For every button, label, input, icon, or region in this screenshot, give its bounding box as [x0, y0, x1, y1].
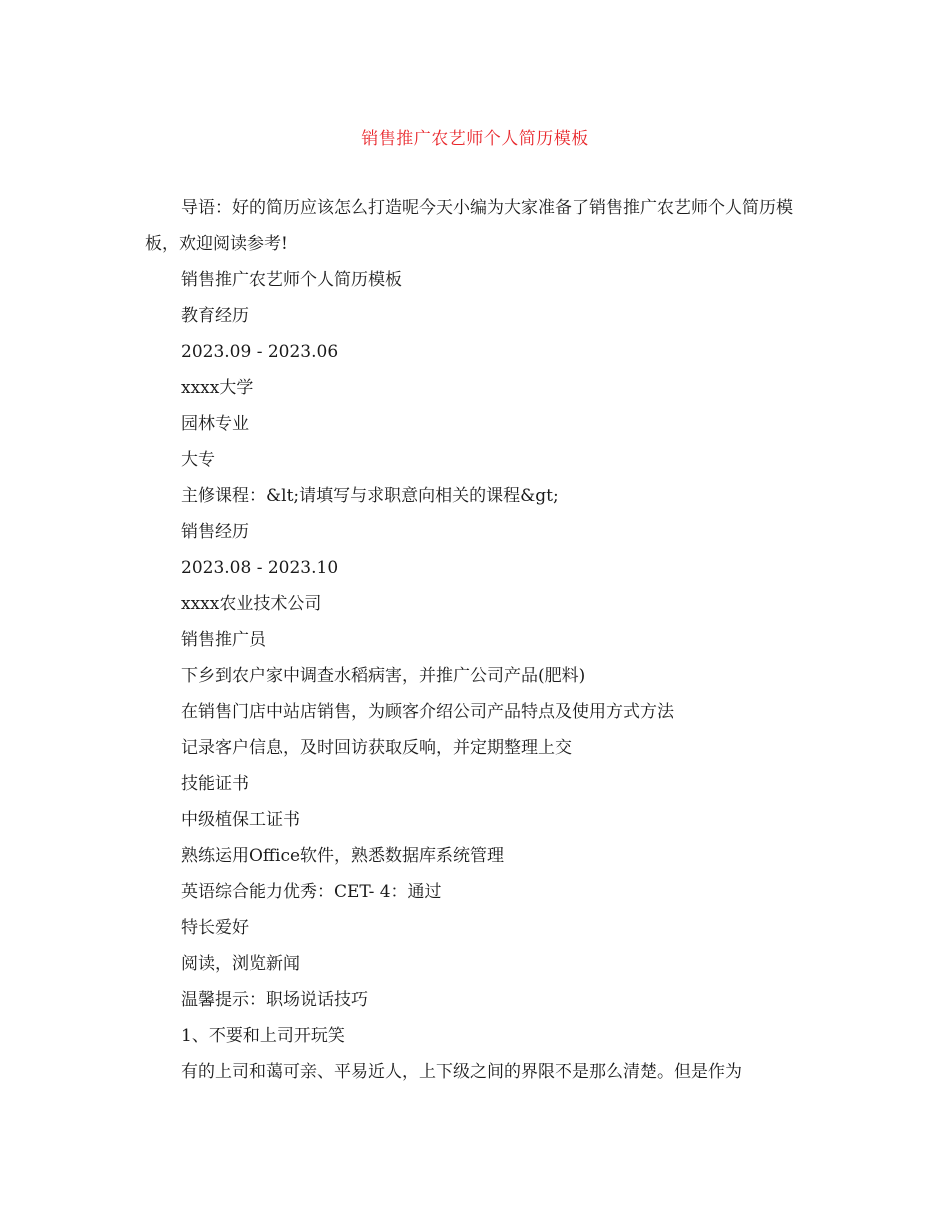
section-sales-heading: 销售经历 [181, 522, 249, 542]
tips-heading: 温馨提示：职场说话技巧 [181, 990, 368, 1010]
section-skills-heading: 技能证书 [181, 774, 249, 794]
tip-1-heading: 1、不要和上司开玩笑 [181, 1026, 345, 1046]
document-title: 销售推广农艺师个人简历模板 [361, 129, 589, 149]
section-education-heading: 教育经历 [181, 306, 249, 326]
skill-2: 熟练运用Office软件，熟悉数据库系统管理 [181, 846, 505, 866]
hobbies-text: 阅读，浏览新闻 [181, 954, 300, 974]
education-courses: 主修课程：&lt;请填写与求职意向相关的课程&gt; [181, 486, 559, 506]
education-degree: 大专 [181, 450, 215, 470]
skill-3: 英语综合能力优秀：CET- 4：通过 [181, 882, 442, 902]
sales-duty-3: 记录客户信息，及时回访获取反响，并定期整理上交 [181, 738, 572, 758]
resume-heading: 销售推广农艺师个人简历模板 [181, 270, 402, 290]
section-hobbies-heading: 特长爱好 [181, 918, 249, 938]
document-body [145, 190, 805, 1090]
sales-duty-1: 下乡到农户家中调查水稻病害，并推广公司产品(肥料) [181, 666, 586, 686]
education-school: xxxx大学 [181, 378, 254, 398]
sales-company: xxxx农业技术公司 [181, 594, 322, 614]
skill-1: 中级植保工证书 [181, 810, 300, 830]
sales-dates: 2023.08 - 2023.10 [181, 558, 339, 578]
sales-duty-2: 在销售门店中站店销售，为顾客介绍公司产品特点及使用方式方法 [181, 702, 674, 722]
intro-paragraph: 导语：好的简历应该怎么打造呢今天小编为大家准备了销售推广农艺师个人简历模板，欢迎阅读参考! [145, 198, 793, 254]
education-dates: 2023.09 - 2023.06 [181, 342, 339, 362]
sales-position: 销售推广员 [181, 630, 266, 650]
education-major: 园林专业 [181, 414, 249, 434]
tip-1-paragraph: 有的上司和蔼可亲、平易近人，上下级之间的界限不是那么清楚。但是作为 [181, 1062, 742, 1082]
